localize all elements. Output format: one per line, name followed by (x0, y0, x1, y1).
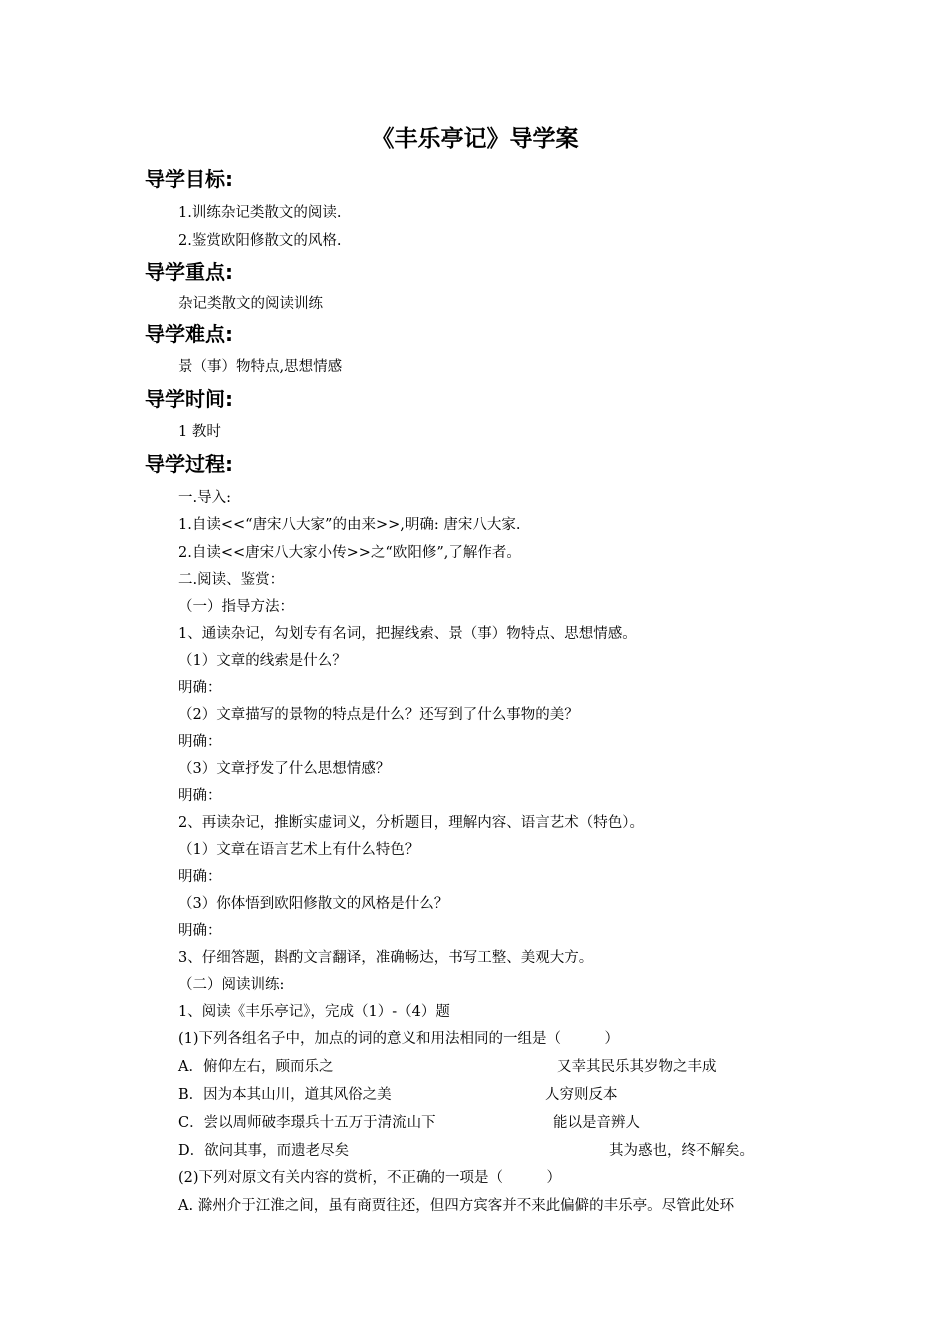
process-line: 3、仔细答题，斟酌文言翻译，准确畅达，书写工整、美观大方。 (178, 950, 594, 966)
time-text: 1 教时 (178, 424, 221, 440)
process-line: （二）阅读训练: (178, 977, 285, 993)
process-line: （2）文章描写的景物的特点是什么？还写到了什么事物的美？ (178, 707, 579, 723)
process-line: 明确： (178, 680, 222, 696)
process-line: 2.自读<<唐宋八大家小传>>之“欧阳修”,了解作者。 (178, 545, 521, 561)
option-b-right: 人穷则反本 (545, 1087, 618, 1103)
option-d-right: 其为惑也，终不解矣。 (609, 1143, 754, 1159)
key-text: 杂记类散文的阅读训练 (178, 296, 323, 312)
difficulty-text: 景（事）物特点,思想情感 (178, 359, 343, 375)
question-2: (2)下列对原文有关内容的赏析，不正确的一项是（ ） (178, 1170, 562, 1186)
process-line: (1)下列各组名子中，加点的词的意义和用法相同的一组是（ ） (178, 1031, 620, 1047)
option-c-right: 能以是音辨人 (553, 1115, 640, 1131)
option-c-left: C．尝以周师破李璟兵十五万于清流山下 (178, 1115, 436, 1131)
option-d-left: D．欲问其事，而遗老尽矣 (178, 1143, 350, 1159)
process-line: 明确： (178, 734, 222, 750)
process-line: （一）指导方法： (178, 599, 294, 615)
process-line: （1）文章在语言艺术上有什么特色？ (178, 842, 420, 858)
goals-heading: 导学目标: (145, 167, 233, 191)
process-heading: 导学过程: (145, 452, 233, 476)
process-line: （3）文章抒发了什么思想情感？ (178, 761, 391, 777)
process-line: 2、再读杂记，推断实虚词义，分析题目，理解内容、语言艺术（特色）。 (178, 815, 644, 831)
process-line: 1.自读<<“唐宋八大家”的由来>>,明确: 唐宋八大家. (178, 517, 521, 533)
process-line: 1、阅读《丰乐亭记》，完成（1）-（4）题 (178, 1004, 450, 1020)
option-a-left: A．俯仰左右，顾而乐之 (178, 1059, 334, 1075)
question-2-option-a: A. 滁州介于江淮之间，虽有商贾往还，但四方宾客并不来此偏僻的丰乐亭。尽管此处环 (178, 1198, 735, 1214)
goal-item: 1.训练杂记类散文的阅读. (178, 205, 342, 221)
process-line: （1）文章的线索是什么？ (178, 653, 347, 669)
process-line: 明确： (178, 788, 222, 804)
option-b-left: B．因为本其山川，道其风俗之美 (178, 1087, 392, 1103)
process-line: 明确： (178, 923, 222, 939)
page-title: 《丰乐亭记》导学案 (371, 126, 579, 152)
process-line: 二.阅读、鉴赏： (178, 572, 285, 588)
key-heading: 导学重点: (145, 260, 233, 284)
process-line: 明确： (178, 869, 222, 885)
process-line: 一.导入: (178, 490, 231, 506)
difficulty-heading: 导学难点: (145, 322, 233, 346)
process-line: 1、通读杂记，勾划专有名词，把握线索、景（事）物特点、思想情感。 (178, 626, 637, 642)
time-heading: 导学时间: (145, 387, 233, 411)
process-line: （3）你体悟到欧阳修散文的风格是什么？ (178, 896, 449, 912)
option-a-right: 又幸其民乐其岁物之丰成 (557, 1059, 717, 1075)
goal-item: 2.鉴赏欧阳修散文的风格. (178, 233, 342, 249)
